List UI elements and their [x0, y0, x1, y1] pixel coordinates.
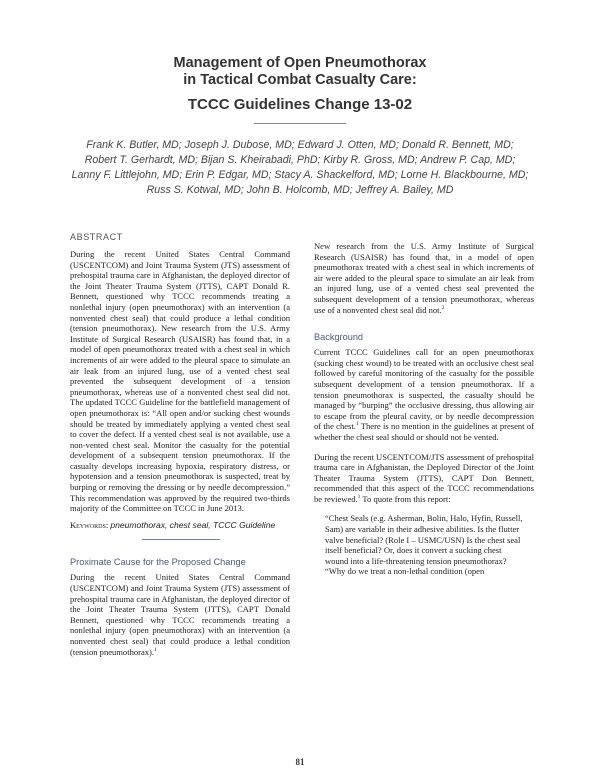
section-heading-proximate-cause: Proximate Cause for the Proposed Change	[70, 557, 246, 568]
keywords	[70, 520, 290, 531]
section-heading-background: Background	[314, 332, 364, 343]
keywords-list: pneumothorax, chest seal, TCCC Guideline	[110, 519, 276, 530]
abstract-heading: ABSTRACT	[70, 232, 123, 242]
author-line: Frank K. Butler, MD; Joseph J. Dubose, MD; Edward J. Otten, MD; Donald R. Bennett, MD;	[86, 139, 514, 151]
author-line: Robert T. Gerhardt, MD; Bijan S. Kheirabadi, PhD; Kirby R. Gross, MD; Andrew P. Cap, MD;	[84, 154, 516, 166]
author-list	[60, 138, 540, 198]
report-quote: “Chest Seals (e.g. Asherman, Bolin, Halo, Hyfin, Russell, Sam) are variable in their adhesive abilities. Is the flutter valve beneficial? (Role I – USMC/USN) Is the chest seal itself beneficial? Or, does it convert a sucking chest wound into a life-threatening tension pneumothorax? “Why do we treat a non-lethal condition (open	[325, 513, 523, 577]
title-divider	[254, 123, 346, 124]
right-column	[314, 232, 534, 577]
left-column	[70, 232, 290, 657]
background-paragraph-2: During the recent USCENTCOM/JTS assessment of prehospital trauma care in Afghanistan, the Deployed Director of the Joint Theater Trauma System (JTTS), CAPT Don Bennett, recommended that this aspect of the TCCC recommendations be reviewed.$^1$ To quote from this report:	[314, 451, 534, 504]
keywords-label: Keywords:	[70, 519, 109, 530]
citation-ref: 1	[154, 646, 157, 653]
page-number: 81	[295, 757, 305, 767]
citation-ref: 1	[355, 421, 359, 428]
proximate-cause-paragraph-1: During the recent United States Central Command (USCENTCOM) and Joint Trauma System (JTS) assessment of prehospital trauma care in Afghanistan, the deployed director of the Joint Theater Trauma System (JTTS), CAPT Donald Bennett, questioned why TCCC recommends treating a nonlethal injury (open pneumothorax) with an intervention (a nonvented chest seal) that could produce a lethal condition (tension pneumothorax).$^1$	[70, 572, 290, 657]
article-title-line-2: in Tactical Combat Casualty Care:	[183, 72, 417, 88]
article-subtitle: TCCC Guidelines Change 13-02	[187, 96, 413, 113]
keywords-divider	[142, 539, 220, 540]
abstract-body: During the recent United States Central Command (USCENTCOM) and Joint Trauma System (JTS) assessment of prehospital trauma care in Afghanistan, the deployed director of the Joint Theater Trauma System (JTTS), CAPT Donald R. Bennett, questioned why TCCC recommends treating a nonlethal injury (open pneumothorax) with an intervention (a nonvented chest seal) that could produce a lethal condition (tension pneumothorax). New research from the U.S. Army Institute of Surgical Research (USAISR) has found that, in a model of open pneumothorax treated with a chest seal in which increments of air were added to the pleural space to simulate an air leak from an injured lung, use of a vented chest seal prevented the subsequent development of a tension pneumothorax, whereas use of a nonvented chest seal did not. The updated TCCC Guideline for the battlefield management of open pneumothorax is: “All open and/or sucking chest wounds should be treated by immediately applying a vented chest seal to cover the defect. If a vented chest seal is not available, use a non-vented chest seal. Monitor the casualty for the potential development of a subsequent tension pneumothorax. If the casualty develops increasing hypoxia, respiratory distress, or hypotension and a tension pneumothorax is suspected, treat by burping or removing the dressing or by needle decompression.” This recommendation was approved by the required two-thirds majority of the Committee on TCCC in June 2013.	[70, 249, 290, 514]
citation-ref: 1	[357, 494, 361, 501]
citation-ref: 2	[441, 304, 445, 311]
background-paragraph-1: Current TCCC Guidelines call for an open pneumothorax (sucking chest wound) to be treated with an occlusive chest seal followed by careful monitoring of the casualty for the possible subsequent development of a tension pneumothorax. If a tension pneumothorax is suspected, the casualty should be managed by “burping” the occlusive dressing, thus allowing air to escape from the pleural cavity, or by needle decompression of the chest.$^1$ There is no mention in the guidelines at present of whether the chest seal should or should not be vented.	[314, 347, 534, 442]
author-line: Russ S. Kotwal, MD; John B. Holcomb, MD; Jeffrey A. Bailey, MD	[146, 184, 454, 196]
author-line: Lanny F. Littlejohn, MD; Erin P. Edgar, MD; Stacy A. Shackelford, MD; Lorne H. Blackbourne, MD;	[71, 169, 529, 181]
proximate-cause-paragraph-2: New research from the U.S. Army Institute of Surgical Research (USAISR) has found that, in a model of open pneumothorax treated with a chest seal in which increments of air were added to the pleural space to simulate an air leak from an injured lung, use of a vented chest seal prevented the subsequent development of a tension pneumothorax, whereas use of a nonvented chest seal did not.$^2$	[314, 241, 534, 315]
article-title-line-1: Management of Open Pneumothorax	[173, 55, 427, 71]
